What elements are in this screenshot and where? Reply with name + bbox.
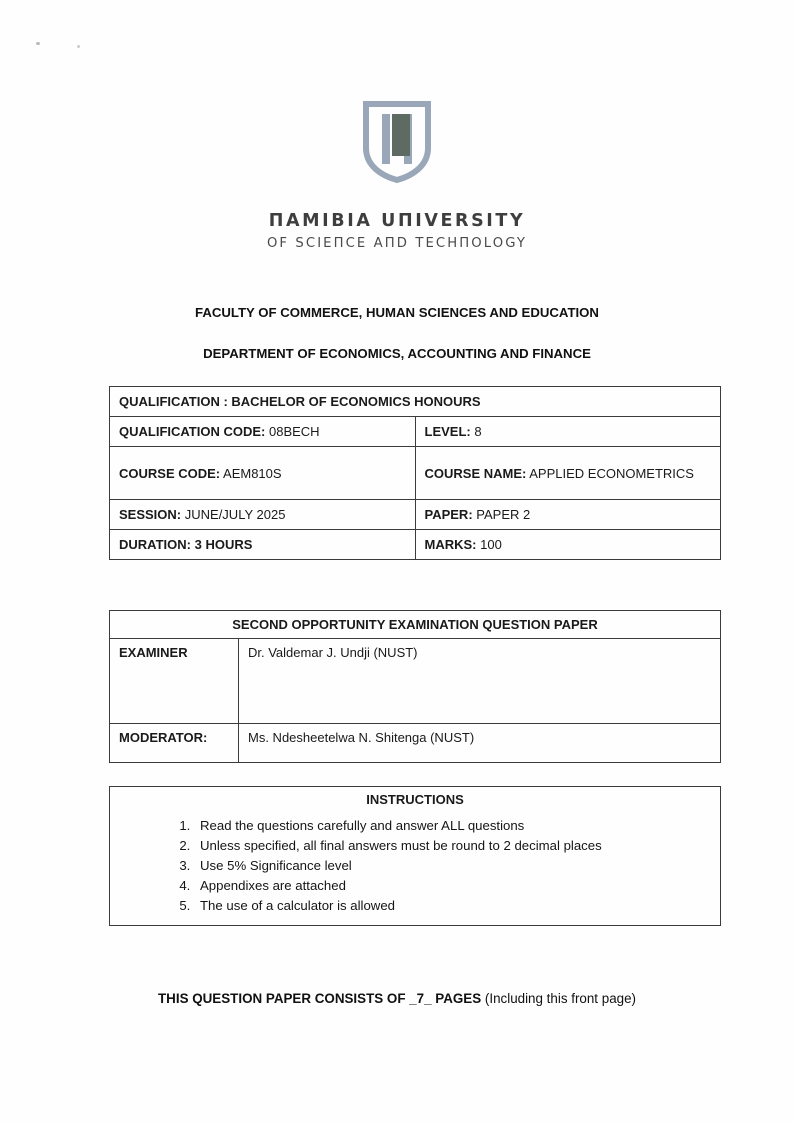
course-name-label: COURSE NAME: (424, 465, 527, 481)
session-value: JUNE/JULY 2025 (184, 507, 286, 522)
course-code-value: AEM810S (223, 465, 282, 481)
list-item: 2. Unless specified, all final answers must be round to 2 decimal places (194, 836, 720, 856)
table-row (110, 417, 721, 447)
qualification-code-value: 08BECH (268, 424, 320, 439)
examiner-table (109, 610, 721, 763)
session-label: SESSION: (119, 507, 182, 522)
scan-speck (77, 45, 80, 48)
university-name: ПAMIBIA UПIVERSITY (268, 211, 526, 231)
list-item: 1. Read the questions carefully and answer ALL questions (194, 816, 720, 836)
course-code-cell (110, 447, 416, 500)
qualification-cell: QUALIFICATION : BACHELOR OF ECONOMICS HONOURS (110, 387, 721, 417)
table-row (110, 387, 721, 417)
table-row (110, 447, 721, 500)
instructions-body (110, 811, 720, 925)
marks-cell (415, 530, 721, 560)
table-row (110, 611, 721, 639)
instructions-cell (110, 787, 721, 926)
instructions-title: INSTRUCTIONS (366, 792, 464, 807)
duration-value: 3 HOURS (194, 537, 253, 552)
examiner-label: EXAMINER (110, 639, 239, 724)
list-item: 5. The use of a calculator is allowed (194, 896, 720, 916)
table-row (110, 787, 721, 926)
table-row (110, 530, 721, 560)
duration-cell (110, 530, 416, 560)
paper-value: PAPER 2 (476, 507, 531, 522)
moderator-label: MODERATOR: (110, 724, 239, 763)
page-count-suffix: (Including this front page) (481, 991, 636, 1006)
moderator-value: Ms. Ndesheetelwa N. Shitenga (NUST) (239, 724, 721, 763)
course-name-cell (415, 447, 721, 500)
level-cell (415, 417, 721, 447)
table-row (110, 500, 721, 530)
qualification-table (109, 386, 721, 560)
table-row (110, 639, 721, 724)
marks-label: MARKS: (424, 537, 477, 552)
instructions-table (109, 786, 721, 926)
university-subtitle: OF SCIEПCE AПD TECHПOLOGY (266, 236, 528, 251)
course-name-value: APPLIED ECONOMETRICS (529, 465, 694, 481)
faculty-heading: FACULTY OF COMMERCE, HUMAN SCIENCES AND EDUCATION (195, 305, 599, 320)
university-logo-block (0, 98, 794, 251)
list-item: 4. Appendixes are attached (194, 876, 720, 896)
table-row (110, 724, 721, 763)
paper-label: PAPER: (424, 507, 473, 522)
nust-shield-logo-icon (354, 98, 440, 184)
page-count-prefix: THIS QUESTION PAPER CONSISTS OF _7_ PAGES (158, 991, 482, 1006)
exam-title-cell: SECOND OPPORTUNITY EXAMINATION QUESTION PAPER (110, 611, 721, 639)
marks-value: 100 (480, 537, 502, 552)
page-count-note (0, 991, 794, 1006)
course-code-label: COURSE CODE: (119, 465, 221, 481)
paper-cell (415, 500, 721, 530)
department-heading: DEPARTMENT OF ECONOMICS, ACCOUNTING AND FINANCE (203, 346, 591, 361)
duration-label: DURATION: (119, 537, 191, 552)
qualification-code-cell (110, 417, 416, 447)
scan-speck (36, 42, 40, 45)
level-value: 8 (474, 424, 482, 439)
examiner-value: Dr. Valdemar J. Undji (NUST) (239, 639, 721, 724)
list-item: 3. Use 5% Significance level (194, 856, 720, 876)
session-cell (110, 500, 416, 530)
qualification-code-label: QUALIFICATION CODE: (119, 424, 266, 439)
level-label: LEVEL: (424, 424, 471, 439)
